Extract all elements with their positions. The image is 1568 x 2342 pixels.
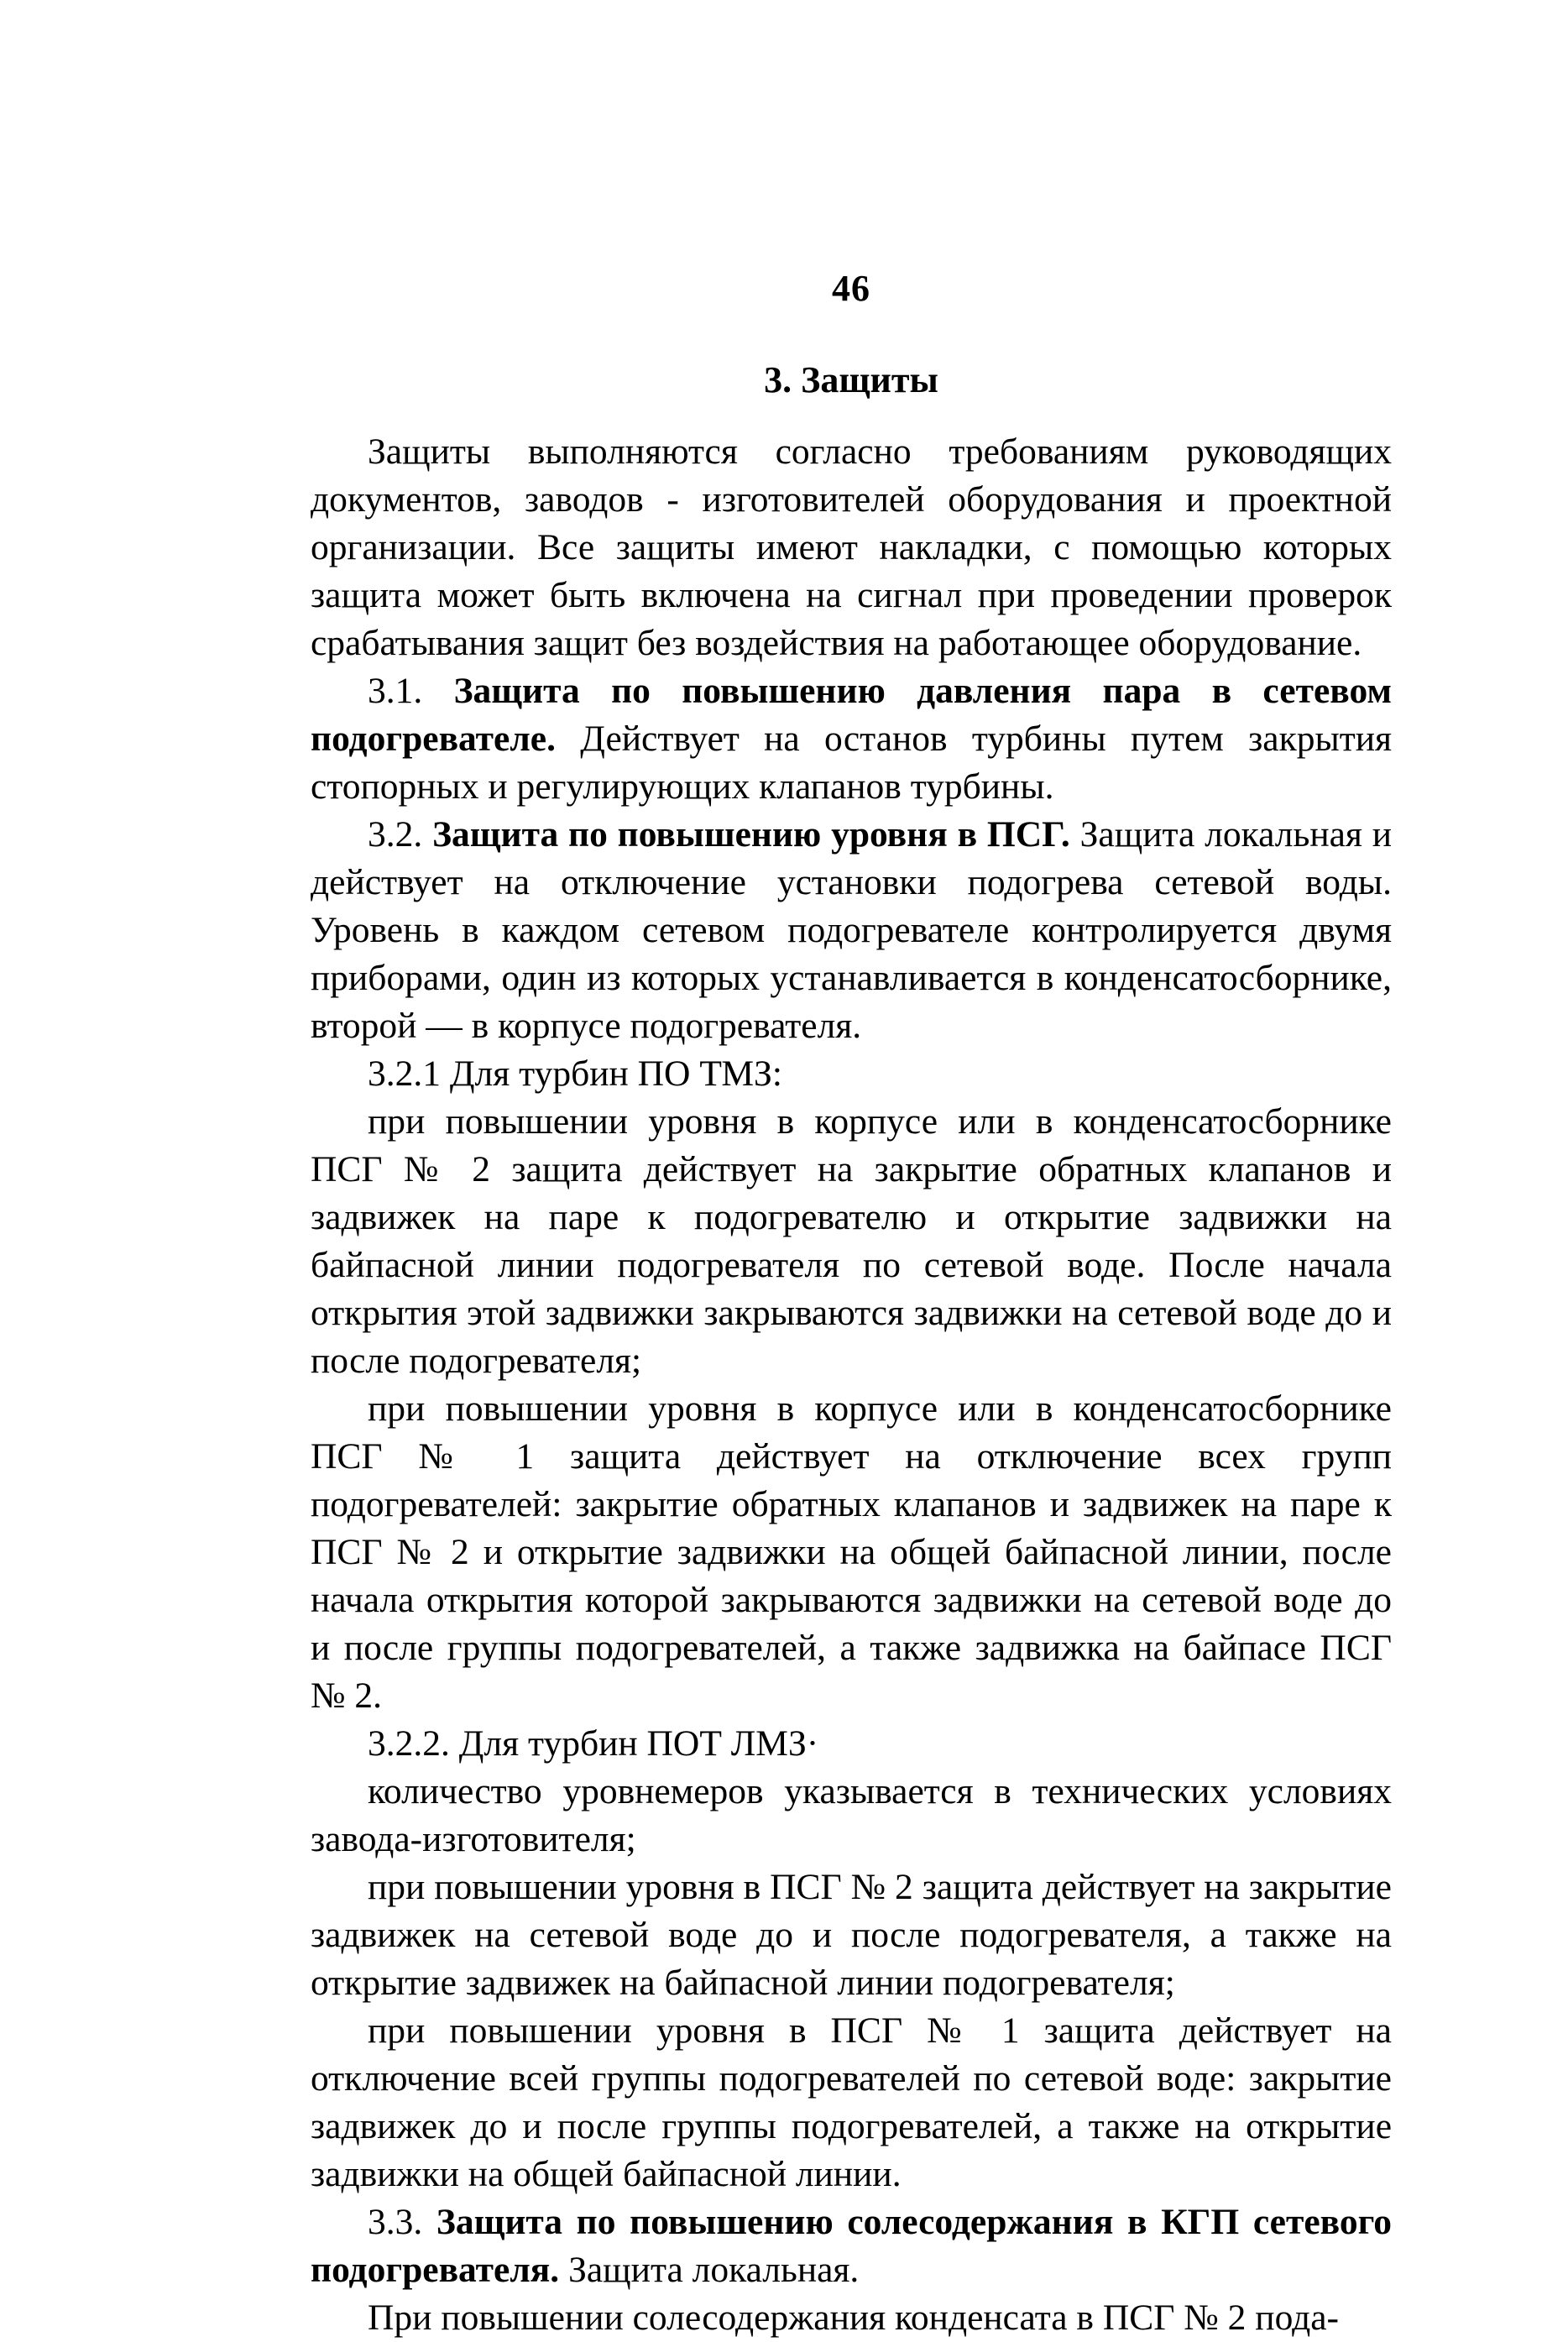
paragraph-level-gauges: [311, 1768, 1392, 1864]
paragraph-3-1: [311, 667, 1392, 811]
paragraph-psg2-tmz: [311, 1098, 1392, 1385]
section-title: 3. Защиты: [764, 359, 938, 400]
paragraph-number: 3.1.: [368, 671, 423, 711]
paragraph-3-2-1: [311, 1050, 1392, 1098]
paragraph-text: Действует на останов турбины путем закрытия стопорных и регулирующих клапанов турбины.: [311, 719, 1393, 807]
paragraph-heading: Защита по повышению солесодержания в КГП сетевого подогревателя.: [311, 2202, 1392, 2290]
page-number: 46: [832, 268, 870, 309]
paragraph-number: 3.2.: [368, 814, 423, 855]
paragraph-psg1-lmz: [311, 2007, 1392, 2198]
paragraph-text: при повышении уровня в корпусе или в конденсатосборнике ПСГ № 2 защита действует на закрытие обратных клапанов и задвижек на паре к подогревателю и открытие задвижки на байпасной линии подогревателя по сетевой воде. После начала открытия этой задвижки закрываются задвижки на сетевой воде до и после подогревателя;: [311, 1101, 1392, 1381]
paragraph-text: 3.2.2. Для турбин ПОТ ЛМЗ·: [368, 1723, 819, 1764]
paragraph-3-2: [311, 811, 1392, 1050]
paragraph-text: количество уровнемеров указывается в технических условиях завода-изготовителя;: [311, 1771, 1392, 1859]
paragraph-text: При повышении солесодержания конденсата в ПСГ № 2 пода-: [368, 2298, 1339, 2338]
paragraph-text: Защита локальная и действует на отключение установки подогрева сетевой воды. Уровень в каждом сетевом подогревателе контролируется двумя приборами, один из которых устанавливается в конденсатосборнике, второй — в корпусе подогревателя.: [311, 814, 1393, 1046]
document-page: [311, 267, 1392, 2342]
paragraph-heading: Защита по повышению давления пара в сетевом подогревателе.: [311, 671, 1392, 759]
paragraph-text: при повышении уровня в ПСГ № 2 защита действует на закрытие задвижек на сетевой воде до и после подогревателя, а также на открытие задвижек на байпасной линии подогревателя;: [311, 1867, 1392, 2003]
paragraph-salinity: [311, 2294, 1392, 2342]
paragraph-text: Защиты выполняются согласно требованиям руководящих документов, заводов - изготовителей оборудования и проектной организации. Все защиты имеют накладки, с помощью которых защита может быть включена на сигнал при проведении проверок срабатывания защит без воздействия на работающее оборудование.: [311, 431, 1392, 663]
paragraph-text: при повышении уровня в корпусе или в конденсатосборнике ПСГ № 1 защита действует на отключение всех групп подогревателей: закрытие обратных клапанов и задвижек на паре к ПСГ № 2 и открытие задвижки на общей байпасной линии, после начала открытия которой закрываются задвижки на сетевой воде до и после группы подогревателей, а также задвижка на байпасе ПСГ № 2.: [311, 1388, 1392, 1716]
paragraph-intro: [311, 428, 1392, 667]
paragraph-text: Защита локальная.: [568, 2250, 860, 2290]
paragraph-text: при повышении уровня в ПСГ № 1 защита действует на отключение всей группы подогревателей по сетевой воде: закрытие задвижек до и после группы подогревателей, а также на открытие задвижки на общей байпасной линии.: [311, 2010, 1392, 2194]
paragraph-psg1-tmz: [311, 1385, 1392, 1720]
paragraph-3-2-2: [311, 1720, 1392, 1768]
paragraph-psg2-lmz: [311, 1864, 1392, 2007]
paragraph-3-3: [311, 2198, 1392, 2294]
paragraph-text: 3.2.1 Для турбин ПО ТМЗ:: [368, 1053, 782, 1094]
paragraph-heading: Защита по повышению уровня в ПСГ.: [432, 814, 1070, 855]
paragraph-number: 3.3.: [368, 2202, 423, 2242]
